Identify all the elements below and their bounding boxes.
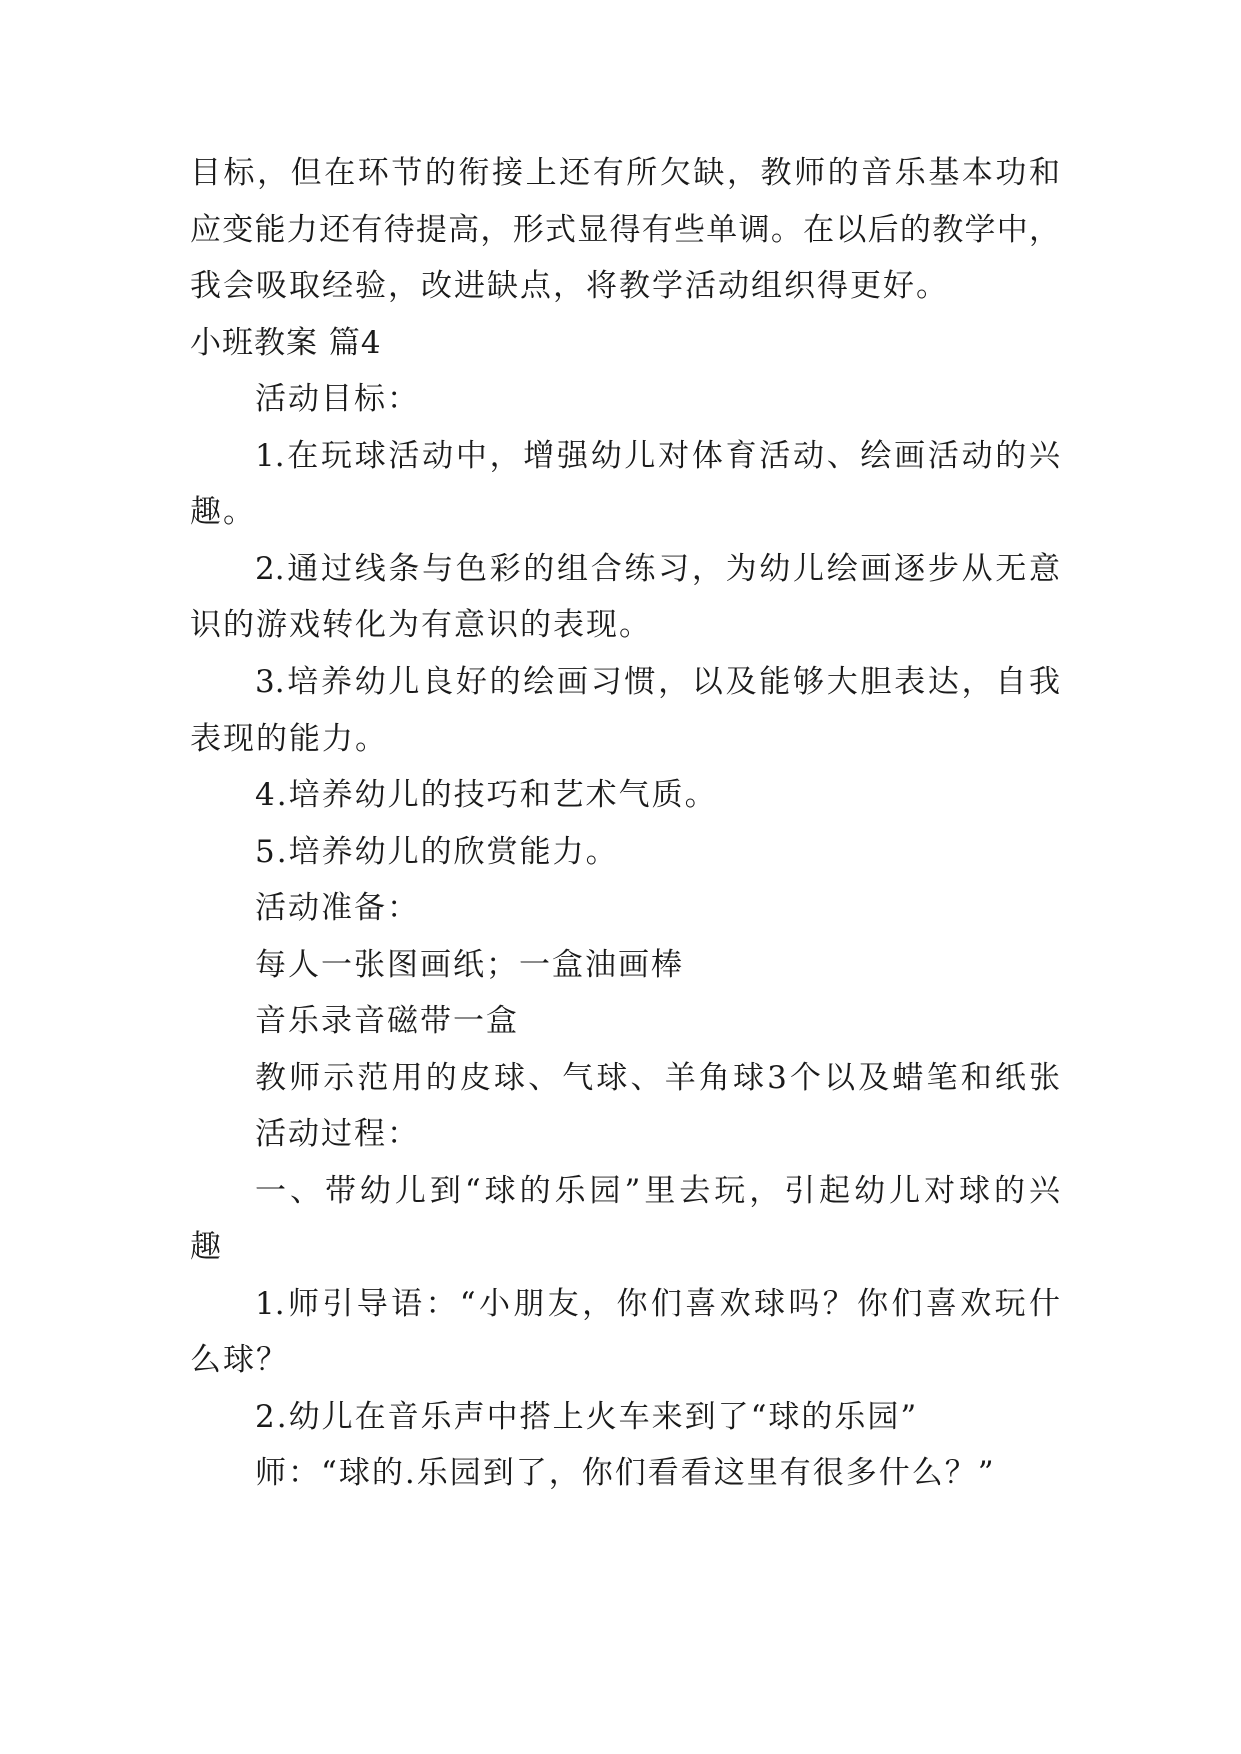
list-item: 2.幼儿在音乐声中搭上火车来到了“球的乐园”: [255, 1399, 919, 1435]
paragraph-line: 音乐录音磁带一盒: [255, 1003, 519, 1039]
paragraph-line: 教师示范用的皮球、气球、羊角球3个以及蜡笔和纸张: [255, 1060, 1060, 1096]
list-item: 1.师引导语：“小朋友，你们喜欢球吗？你们喜欢玩什: [255, 1286, 1060, 1322]
subheading: 活动准备：: [255, 890, 420, 926]
subheading: 活动目标：: [255, 381, 420, 417]
paragraph-line: 每人一张图画纸；一盒油画棒: [255, 947, 684, 983]
paragraph-line-continuation: 趣: [190, 1229, 223, 1265]
paragraph-line: 师：“球的.乐园到了，你们看看这里有很多什么？”: [255, 1455, 996, 1491]
list-item: 3.培养幼儿良好的绘画习惯，以及能够大胆表达，自我: [255, 664, 1060, 700]
paragraph-line: 我会吸取经验，改进缺点，将教学活动组织得更好。: [190, 268, 949, 304]
list-item-continuation: 趣。: [190, 494, 256, 530]
list-item: 1.在玩球活动中，增强幼儿对体育活动、绘画活动的兴: [255, 438, 1060, 474]
list-item: 5.培养幼儿的欣赏能力。: [255, 834, 619, 870]
paragraph-line: 应变能力还有待提高，形式显得有些单调。在以后的教学中，: [190, 212, 1060, 248]
list-item-continuation: 表现的能力。: [190, 721, 388, 757]
list-item-continuation: 么球？: [190, 1342, 289, 1378]
paragraph-line: 目标，但在环节的衔接上还有所欠缺，教师的音乐基本功和: [190, 155, 1060, 191]
section-heading: 小班教案 篇4: [190, 325, 382, 361]
list-item: 2.通过线条与色彩的组合练习，为幼儿绘画逐步从无意: [255, 551, 1060, 587]
list-item: 4.培养幼儿的技巧和艺术气质。: [255, 777, 718, 813]
subheading: 活动过程：: [255, 1116, 420, 1152]
paragraph-line: 一、带幼儿到“球的乐园”里去玩，引起幼儿对球的兴: [255, 1173, 1060, 1209]
list-item-continuation: 识的游戏转化为有意识的表现。: [190, 607, 652, 643]
